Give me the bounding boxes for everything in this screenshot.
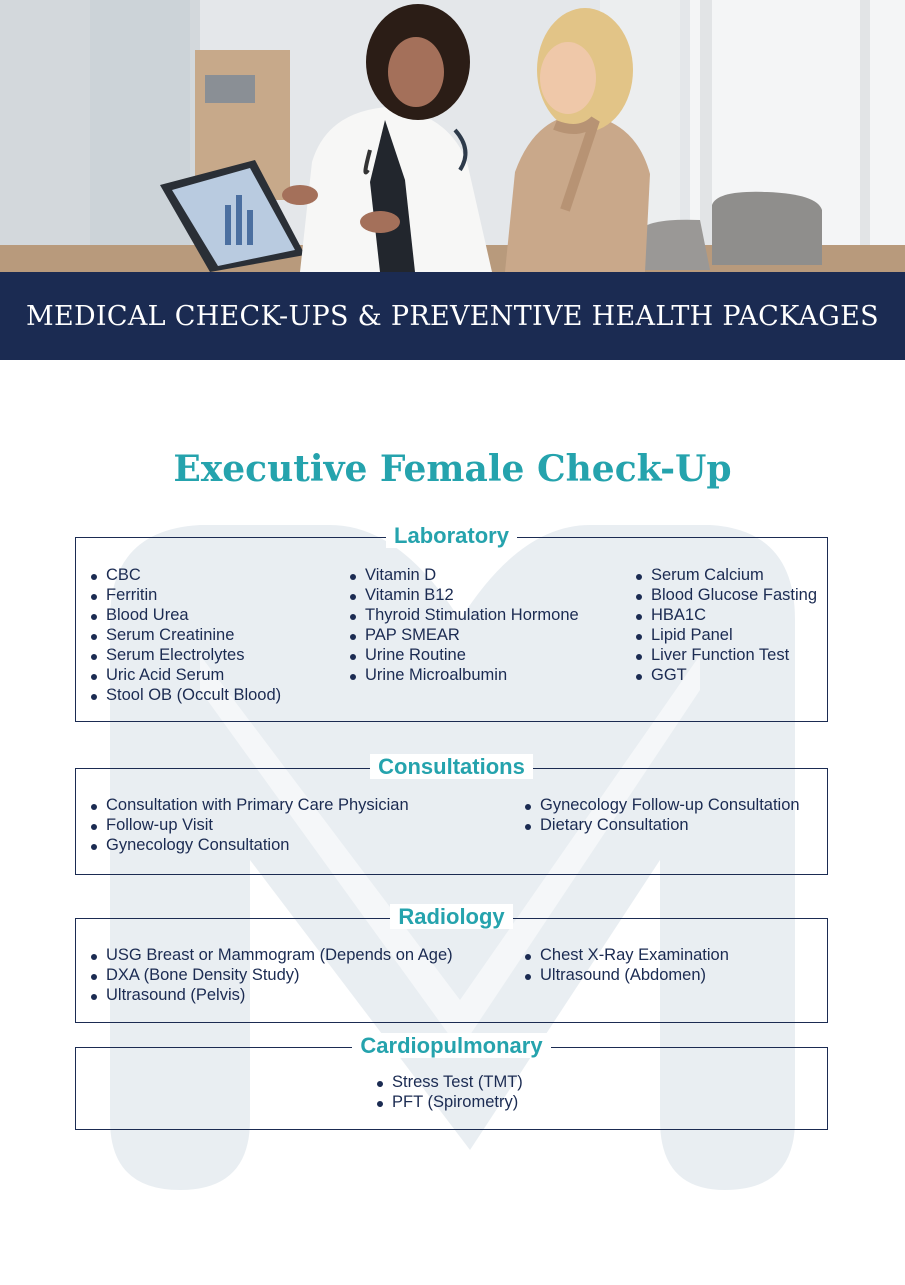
cardiopulmonary-col-1	[377, 1072, 523, 1112]
header-banner	[0, 272, 905, 360]
list-item: Ferritin	[91, 585, 281, 605]
laboratory-col-3	[636, 565, 817, 685]
list-item: Ultrasound (Abdomen)	[525, 965, 729, 985]
laboratory-col-1	[91, 565, 281, 705]
list-item: CBC	[91, 565, 281, 585]
radiology-title: Radiology	[390, 904, 512, 929]
radiology-col-2	[525, 945, 729, 985]
list-item: USG Breast or Mammogram (Depends on Age)	[91, 945, 453, 965]
radiology-col-1	[91, 945, 453, 1005]
banner-title: MEDICAL CHECK-UPS & PREVENTIVE HEALTH PACKAGES	[26, 300, 879, 332]
list-item: Serum Calcium	[636, 565, 817, 585]
list-item: Follow-up Visit	[91, 815, 409, 835]
consultations-section	[75, 754, 828, 875]
list-item: Consultation with Primary Care Physician	[91, 795, 409, 815]
list-item: Chest X-Ray Examination	[525, 945, 729, 965]
consultations-title: Consultations	[370, 754, 533, 779]
list-item: Stool OB (Occult Blood)	[91, 685, 281, 705]
laboratory-section	[75, 523, 828, 722]
list-item: Thyroid Stimulation Hormone	[350, 605, 579, 625]
list-item: Stress Test (TMT)	[377, 1072, 523, 1092]
list-item: Ultrasound (Pelvis)	[91, 985, 453, 1005]
package-title: Executive Female Check-Up	[173, 448, 732, 490]
list-item: Vitamin D	[350, 565, 579, 585]
list-item: Urine Microalbumin	[350, 665, 579, 685]
hero-photo	[0, 0, 905, 272]
consultations-col-2	[525, 795, 800, 835]
list-item: Gynecology Follow-up Consultation	[525, 795, 800, 815]
list-item: Dietary Consultation	[525, 815, 800, 835]
list-item: Uric Acid Serum	[91, 665, 281, 685]
laboratory-title: Laboratory	[386, 523, 517, 548]
list-item: PAP SMEAR	[350, 625, 579, 645]
list-item: Serum Electrolytes	[91, 645, 281, 665]
list-item: Blood Urea	[91, 605, 281, 625]
list-item: Vitamin B12	[350, 585, 579, 605]
laboratory-col-2	[350, 565, 579, 685]
list-item: Gynecology Consultation	[91, 835, 409, 855]
list-item: DXA (Bone Density Study)	[91, 965, 453, 985]
list-item: Liver Function Test	[636, 645, 817, 665]
consultations-col-1	[91, 795, 409, 855]
list-item: Serum Creatinine	[91, 625, 281, 645]
list-item: Blood Glucose Fasting	[636, 585, 817, 605]
cardiopulmonary-title: Cardiopulmonary	[352, 1033, 550, 1058]
cardiopulmonary-section	[75, 1033, 828, 1130]
list-item: Urine Routine	[350, 645, 579, 665]
list-item: PFT (Spirometry)	[377, 1092, 523, 1112]
list-item: Lipid Panel	[636, 625, 817, 645]
list-item: HBA1C	[636, 605, 817, 625]
list-item: GGT	[636, 665, 817, 685]
radiology-section	[75, 904, 828, 1023]
